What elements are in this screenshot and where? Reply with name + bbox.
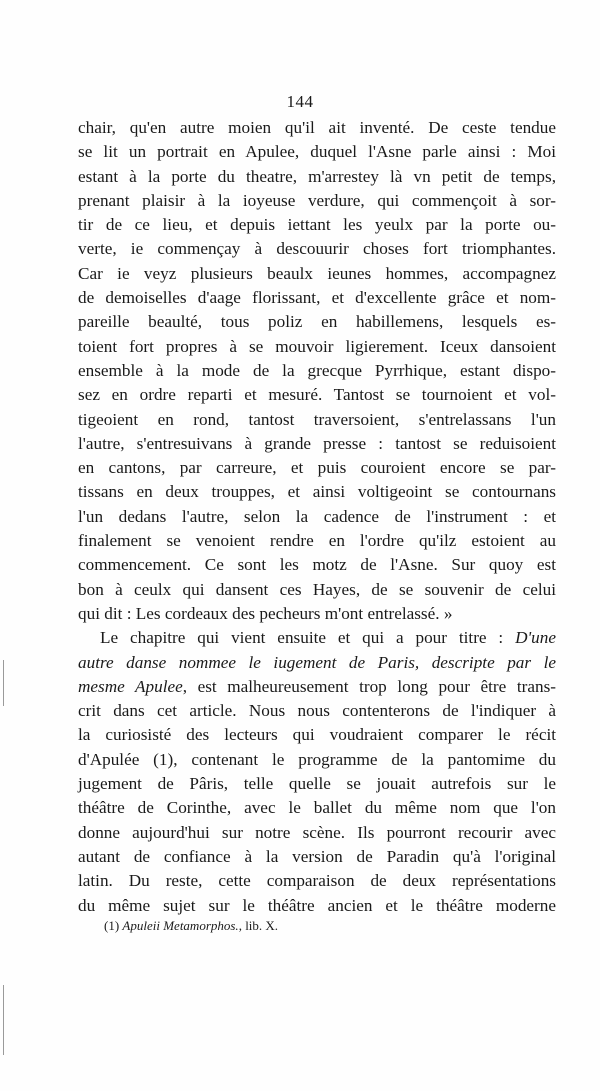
page-number: 144 bbox=[286, 92, 314, 111]
text-line: prenant plaisir à la ioyeuse verdure, qui commençoit à sor- bbox=[78, 190, 556, 210]
text-line: du même sujet sur le théâtre ancien et le théâtre moderne bbox=[78, 895, 556, 915]
text-line: tir de ce lieu, et depuis iettant les yeulx par la porte ou- bbox=[78, 215, 556, 235]
text-line: théâtre de Corinthe, avec le ballet du même nom que l'on bbox=[78, 798, 556, 818]
text-line bbox=[78, 675, 556, 699]
text-line: tissans en deux trouppes, et ainsi voltigeoint se contournans bbox=[78, 482, 556, 502]
text-line: estant à la porte du theatre, m'arrestey là vn petit de temps, bbox=[78, 166, 556, 186]
body-text bbox=[78, 116, 556, 918]
text-line: la curiosisté des lecteurs qui voudraient comparer le récit bbox=[78, 725, 556, 745]
text-line: qui dit : Les cordeaux des pecheurs m'ont entrelassé. » bbox=[78, 603, 453, 623]
paragraph-2 bbox=[78, 626, 556, 918]
footnote-title: Apuleii Metamorphos. bbox=[122, 918, 239, 933]
footnote-marker: (1) bbox=[104, 918, 123, 933]
text-line: latin. Du reste, cette comparaison de deux représentations bbox=[78, 871, 556, 891]
chapter-title-italic: D'une bbox=[515, 628, 556, 648]
scan-edge-mark bbox=[3, 985, 4, 1055]
text-line bbox=[78, 651, 556, 675]
text-line: finalement se venoient rendre en l'ordre qu'ilz estoient au bbox=[78, 531, 556, 551]
chapter-title-italic: autre danse nommee le iugement de Paris, descripte par le bbox=[78, 652, 556, 672]
footnote bbox=[104, 918, 278, 934]
text-line: bon à ceulx qui dansent ces Hayes, de se souvenir de celui bbox=[78, 579, 556, 599]
text-line: Car ie veyz plusieurs beaulx ieunes hommes, accompagnez bbox=[78, 263, 556, 283]
text-line: l'un dedans l'autre, selon la cadence de l'instrument : et bbox=[78, 506, 556, 526]
text-run: , est malheureusement trop long pour être trans- bbox=[182, 676, 556, 696]
text-line: verte, ie commençay à descouurir choses fort triomphantes. bbox=[78, 239, 556, 259]
text-line: pareille beaulté, tous poliz en habillemens, lesquels es- bbox=[78, 312, 556, 332]
text-line: ensemble à la mode de la grecque Pyrrhique, estant dispo- bbox=[78, 360, 556, 380]
text-line: autant de confiance à la version de Paradin qu'à l'original bbox=[78, 846, 556, 866]
text-run: Le chapitre qui vient ensuite et qui a pour titre : bbox=[100, 628, 516, 648]
text-line: donne aujourd'hui sur notre scène. Ils pourront recourir avec bbox=[78, 822, 556, 842]
footnote-reference: , lib. X. bbox=[238, 918, 279, 933]
text-line: sez en ordre reparti et mesuré. Tantost se tournoient et vol- bbox=[78, 385, 556, 405]
scan-edge-mark bbox=[3, 660, 4, 706]
text-line: se lit un portrait en Apulee, duquel l'Asne parle ainsi : Moi bbox=[78, 142, 556, 162]
text-line: d'Apulée (1), contenant le programme de la pantomime du bbox=[78, 749, 556, 769]
chapter-title-italic: mesme Apulee bbox=[78, 676, 183, 696]
text-line: toient fort propres à se mouvoir ligierement. Iceux dansoient bbox=[78, 336, 556, 356]
text-line: tigeoient en rond, tantost traversoient, s'entrelassans l'un bbox=[78, 409, 556, 429]
text-line: commencement. Ce sont les motz de l'Asne. Sur quoy est bbox=[78, 555, 556, 575]
text-line: de demoiselles d'aage florissant, et d'excellente grâce et nom- bbox=[78, 288, 556, 308]
text-line: chair, qu'en autre moien qu'il ait inventé. De ceste tendue bbox=[78, 118, 556, 137]
text-line: jugement de Pâris, telle quelle se jouait autrefois sur le bbox=[78, 774, 556, 794]
paragraph-1 bbox=[78, 116, 556, 626]
text-line bbox=[78, 626, 556, 650]
text-line: en cantons, par carreure, et puis couroient encore se par- bbox=[78, 458, 556, 478]
text-line: l'autre, s'entresuivans à grande presse : tantost se reduisoient bbox=[78, 433, 556, 453]
text-line: crit dans cet article. Nous nous contenterons de l'indiquer à bbox=[78, 701, 556, 721]
